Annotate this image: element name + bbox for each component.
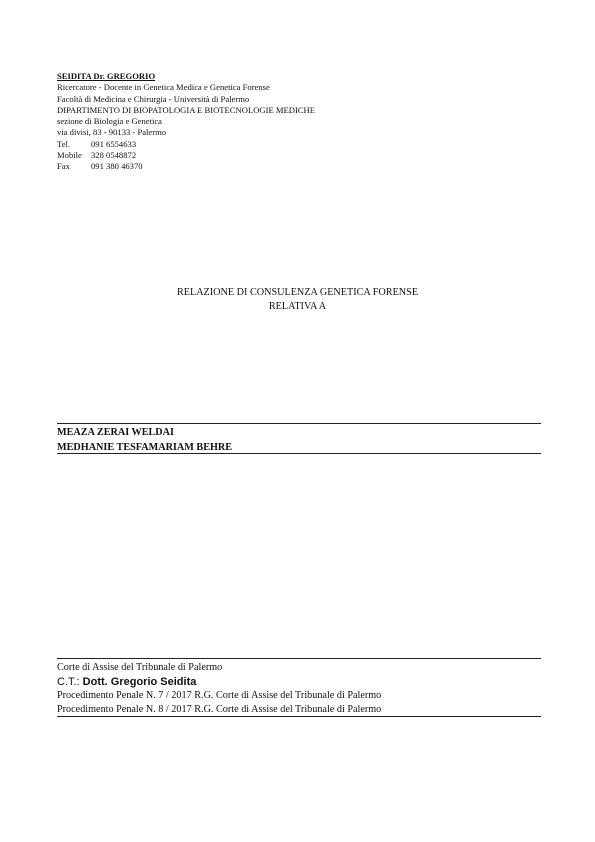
consultant-name: Dott. Gregorio Seidita — [82, 675, 197, 688]
court-info — [57, 661, 381, 716]
divider-bottom-subjects — [57, 453, 541, 454]
divider-bottom-court — [57, 716, 541, 717]
contact-tel-label: Tel. — [57, 138, 70, 149]
court-name: Corte di Assise del Tribunale di Palermo — [57, 662, 223, 673]
subjects-list — [57, 426, 232, 455]
divider-top-subjects — [57, 423, 541, 424]
contact-tel — [57, 139, 315, 150]
report-title-line-2: RELATIVA A — [268, 301, 327, 312]
proceeding-2: Procedimento Penale N. 8 / 2017 R.G. Corte di Assise del Tribunale di Palermo — [57, 703, 382, 715]
contact-mobile-label: Mobile — [57, 150, 82, 161]
consultant-line — [57, 675, 381, 689]
contact-mobile — [57, 150, 315, 161]
author-section: sezione di Biologia e Genetica — [57, 116, 162, 127]
report-title — [0, 286, 595, 314]
subject-name-1: MEAZA ZERAI WELDAI — [57, 427, 174, 438]
divider-top-court — [57, 658, 541, 659]
contact-fax — [57, 161, 315, 172]
proceeding-1: Procedimento Penale N. 7 / 2017 R.G. Corte di Assise del Tribunale di Palermo — [57, 689, 382, 701]
subject-name-2: MEDHANIE TESFAMARIAM BEHRE — [57, 441, 233, 453]
consultant-prefix: C.T.: — [57, 675, 83, 688]
contact-fax-label: Fax — [57, 161, 70, 172]
contact-tel-value: 091 6554633 — [91, 138, 137, 149]
author-header — [57, 71, 315, 173]
author-faculty: Facoltà di Medicina e Chirurgia - Università di Palermo — [57, 93, 250, 104]
author-address: via divisi, 83 - 90133 - Palermo — [57, 127, 167, 138]
author-name: SEIDITA Dr. GREGORIO — [57, 71, 156, 81]
author-role: Ricercatore - Docente in Genetica Medica e Genetica Forense — [57, 82, 270, 93]
contact-mobile-value: 328 0548872 — [91, 150, 137, 161]
contact-fax-value: 091 380 46370 — [91, 161, 143, 172]
author-department: DIPARTIMENTO DI BIOPATOLOGIA E BIOTECNOLOGIE MEDICHE — [57, 104, 316, 115]
report-title-line-1: RELAZIONE DI CONSULENZA GENETICA FORENSE — [176, 287, 419, 298]
